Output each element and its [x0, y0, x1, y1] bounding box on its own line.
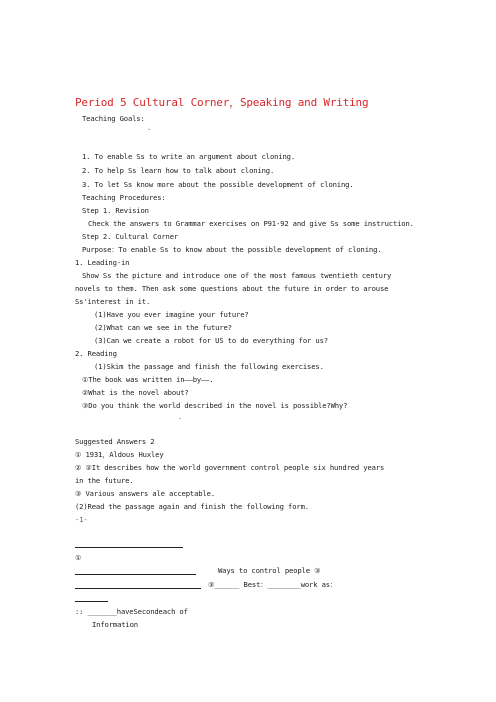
- leading-in-question: (2)What can we see in the future?: [94, 323, 232, 332]
- answers-heading: Suggested Answers 2: [75, 437, 155, 446]
- answer-item: ③ Various answers ale acceptable.: [75, 489, 215, 498]
- form-rule: [75, 574, 196, 575]
- leading-in-heading: 1. Leading-in: [75, 258, 130, 267]
- teaching-goals-heading: Teaching Goals:: [82, 114, 145, 123]
- form-blank-row: ③______ Best：________work as：: [208, 580, 337, 589]
- form-ways-label: Ways to control people ③: [218, 566, 321, 575]
- goal-item: 1. To enable Ss to write an argument about cloning.: [82, 152, 296, 161]
- reading-task-2: (2)Read the passage again and finish the following form.: [75, 502, 309, 511]
- speck-mark: ·: [178, 415, 183, 423]
- form-bottom-line: :: _______haveSecondeach of: [75, 607, 188, 616]
- goal-item: 2. To help Ss learn how to talk about cloning.: [82, 166, 275, 175]
- step1-text: Check the answers to Grammar exercises on P91-92 and give Ss some instruction.: [88, 219, 414, 228]
- leading-in-question: (3)Can we create a robot for US to do everything for us?: [94, 336, 328, 345]
- form-rule: [75, 547, 183, 548]
- form-rule: [75, 601, 108, 602]
- form-circle: ①: [75, 553, 82, 562]
- answer-item: in the future.: [75, 476, 134, 485]
- leading-in-question: (1)Have you ever imagine your future?: [94, 310, 249, 319]
- reading-question: ③Do you think the world described in the novel is possible?Why?: [82, 401, 348, 410]
- answer-item: ② ②It describes how the world government control people six hundred years: [75, 463, 385, 472]
- leading-in-text: Show Ss the picture and introduce one of the most famous twentieth century: [82, 271, 392, 280]
- speck-mark: ·: [147, 126, 152, 134]
- form-information: Information: [92, 620, 138, 629]
- reading-heading: 2. Reading: [75, 349, 117, 358]
- form-rule: [75, 588, 201, 589]
- goal-item: 3. To let Ss know more about the possible development of cloning.: [82, 180, 354, 189]
- page-number: -1-: [75, 515, 88, 524]
- leading-in-text: novels to them. Then ask some questions about the future in order to arouse: [75, 284, 389, 293]
- reading-question: ②What is the novel about?: [82, 388, 189, 397]
- step1-title: Step 1. Revision: [82, 206, 149, 215]
- step2-title: Step 2. Cultural Corner: [82, 232, 179, 241]
- reading-task: (1)Skim the passage and finish the following exercises.: [94, 362, 324, 371]
- answer-item: ① 1931，Aldous Huxley: [75, 450, 164, 459]
- leading-in-text: Ss'interest in it.: [75, 297, 151, 306]
- purpose-text: Purpose：To enable Ss to know about the possible development of cloning.: [82, 245, 382, 254]
- procedures-heading: Teaching Procedures:: [82, 193, 166, 202]
- reading-question: ①The book was written in——by——.: [82, 375, 214, 384]
- page-title: Period 5 Cultural Corner，Speaking and Writing: [75, 96, 369, 109]
